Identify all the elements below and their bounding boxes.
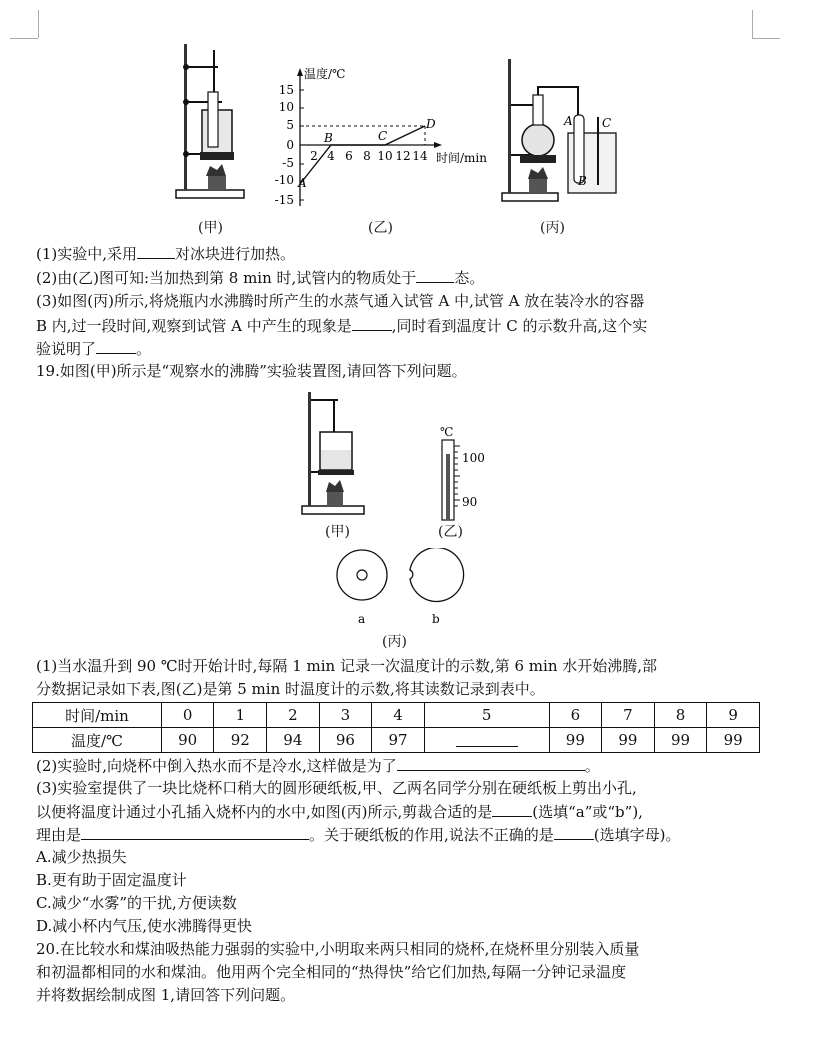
time-cell: 9 <box>707 703 760 728</box>
q19-table-blank[interactable] <box>456 730 518 747</box>
fig-top-yi-graph <box>270 66 495 211</box>
crop-mark-right <box>752 38 780 39</box>
q18-blank4[interactable] <box>96 337 136 354</box>
crop-mark-right-v <box>752 10 753 38</box>
time-cell: 1 <box>214 703 267 728</box>
y-tick-m5: -5 <box>282 156 294 170</box>
q19-blank-reason[interactable] <box>81 823 309 840</box>
fig-top-bing-apparatus <box>498 55 628 205</box>
fig19-yi-thermometer <box>430 424 490 524</box>
time-cell: 8 <box>654 703 707 728</box>
q19-blank-letter[interactable] <box>554 823 594 840</box>
x-axis-label: 时间/min <box>436 151 487 165</box>
q19-part3-line3: 理由是 。关于硬纸板的作用,说法不正确的是 (选填字母)。 <box>36 823 681 846</box>
q18-blank1[interactable] <box>137 242 175 259</box>
q19-part1-line2: 分数据记录如下表,图(乙)是第 5 min 时温度计的示数,将其读数记录到表中。 <box>36 680 545 698</box>
label-C: C <box>602 116 612 130</box>
q19-option-c: C.减少“水雾”的干扰,方便读数 <box>36 894 237 912</box>
disc-a-hole <box>357 570 367 580</box>
fig-top-yi-caption: (乙) <box>368 220 393 236</box>
disc-b-label: b <box>432 612 440 626</box>
y-tick-m10: -10 <box>274 173 294 187</box>
fig-top-jia-caption: (甲) <box>198 220 223 236</box>
q18-part3-line3: 验说明了 。 <box>36 337 151 360</box>
x-tick-4: 4 <box>327 149 335 163</box>
q20-line1: 20.在比较水和煤油吸热能力强弱的实验中,小明取来两只相同的烧杯,在烧杯里分别装入质量 <box>36 940 640 958</box>
x-tick-2: 2 <box>310 149 318 163</box>
label-A: A <box>564 114 573 128</box>
time-cell: 7 <box>602 703 655 728</box>
label-B: B <box>578 174 587 188</box>
x-tick-14: 14 <box>412 149 428 163</box>
fig19-jia-apparatus <box>298 390 370 520</box>
time-cell: 6 <box>549 703 602 728</box>
table-row-time <box>33 703 760 728</box>
fig19-bing-discs <box>330 548 480 628</box>
point-C: C <box>378 129 388 143</box>
temp-cell: 99 <box>549 728 602 753</box>
table-head-temp: 温度/℃ <box>33 728 162 753</box>
y-axis-label: 温度/℃ <box>304 67 346 81</box>
y-tick-m15: -15 <box>274 193 294 207</box>
temp-cell: 97 <box>372 728 425 753</box>
y-tick-15: 15 <box>278 83 294 97</box>
time-cell: 2 <box>267 703 320 728</box>
q18-part3-line1: (3)如图(丙)所示,将烧瓶内水沸腾时所产生的水蒸气通入试管 A 中,试管 A 放在装冷水的容器 <box>36 292 645 310</box>
fig19-jia-caption: (甲) <box>325 524 350 540</box>
q19-blank-choice[interactable] <box>492 800 532 817</box>
x-tick-12: 12 <box>395 149 411 163</box>
temp-cell: 99 <box>707 728 760 753</box>
y-tick-10: 10 <box>278 100 294 114</box>
y-tick-0: 0 <box>286 138 294 152</box>
x-tick-6: 6 <box>345 149 353 163</box>
y-tick-5: 5 <box>286 118 294 132</box>
temp-cell-blank[interactable] <box>424 728 549 753</box>
q19-option-d: D.减小杯内气压,使水沸腾得更快 <box>36 917 253 935</box>
q18-part2: (2)由(乙)图可知:当加热到第 8 min 时,试管内的物质处于 态。 <box>36 266 484 289</box>
fig19-bing-caption: (丙) <box>382 634 407 650</box>
temp-cell: 99 <box>602 728 655 753</box>
q19-part1-line1: (1)当水温升到 90 ℃时开始计时,每隔 1 min 记录一次温度计的示数,第 6 min 水开始沸腾,部 <box>36 657 658 675</box>
disc-a-label: a <box>358 612 366 626</box>
temp-cell: 90 <box>161 728 214 753</box>
table-head-time: 时间/min <box>33 703 162 728</box>
q19-blank-purpose[interactable] <box>397 754 585 771</box>
thermometer-90: 90 <box>462 495 478 509</box>
temp-cell: 92 <box>214 728 267 753</box>
q19-option-a: A.减少热损失 <box>36 848 127 866</box>
thermometer-unit: ℃ <box>440 425 454 439</box>
point-A: A <box>298 176 307 190</box>
q18-blank3[interactable] <box>352 314 392 331</box>
thermometer-100: 100 <box>462 451 485 465</box>
fig-top-jia-apparatus <box>170 42 250 202</box>
q20-line2: 和初温都相同的水和煤油。他用两个完全相同的“热得快”给它们加热,每隔一分钟记录温度 <box>36 963 627 981</box>
q18-part1: (1)实验中,采用 对冰块进行加热。 <box>36 242 295 265</box>
x-tick-labels <box>310 149 428 163</box>
q20-line3: 并将数据绘制成图 1,请回答下列问题。 <box>36 986 296 1004</box>
x-tick-8: 8 <box>363 149 371 163</box>
temp-cell: 96 <box>319 728 372 753</box>
q19-part3-line1: (3)实验室提供了一块比烧杯口稍大的圆形硬纸板,甲、乙两名同学分别在硬纸板上剪出小孔, <box>36 779 637 797</box>
q18-part3-line2: B 内,过一段时间,观察到试管 A 中产生的现象是 ,同时看到温度计 C 的示数升高,这个实 <box>36 314 647 337</box>
q19-data-table <box>32 702 760 753</box>
fig-top-bing-caption: (丙) <box>540 220 565 236</box>
q19-option-b: B.更有助于固定温度计 <box>36 871 187 889</box>
q18-blank2[interactable] <box>416 266 454 283</box>
time-cell: 4 <box>372 703 425 728</box>
point-D: D <box>426 117 436 131</box>
x-tick-10: 10 <box>377 149 393 163</box>
y-tick-labels <box>275 83 294 207</box>
q19-part3-line2: 以便将温度计通过小孔插入烧杯内的水中,如图(丙)所示,剪裁合适的是 (选填“a”或“b”), <box>36 800 643 823</box>
time-cell: 3 <box>319 703 372 728</box>
point-B: B <box>324 131 333 145</box>
crop-mark-left <box>10 38 38 39</box>
temp-cell: 99 <box>654 728 707 753</box>
time-cell: 5 <box>424 703 549 728</box>
disc-b <box>410 548 464 602</box>
q19-part2: (2)实验时,向烧杯中倒入热水而不是冷水,这样做是为了 。 <box>36 754 600 777</box>
temp-cell: 94 <box>267 728 320 753</box>
table-row-temp <box>33 728 760 753</box>
q19-title: 19.如图(甲)所示是“观察水的沸腾”实验装置图,请回答下列问题。 <box>36 362 467 380</box>
fig19-yi-caption: (乙) <box>438 524 463 540</box>
crop-mark-left-v <box>38 10 39 38</box>
time-cell: 0 <box>161 703 214 728</box>
